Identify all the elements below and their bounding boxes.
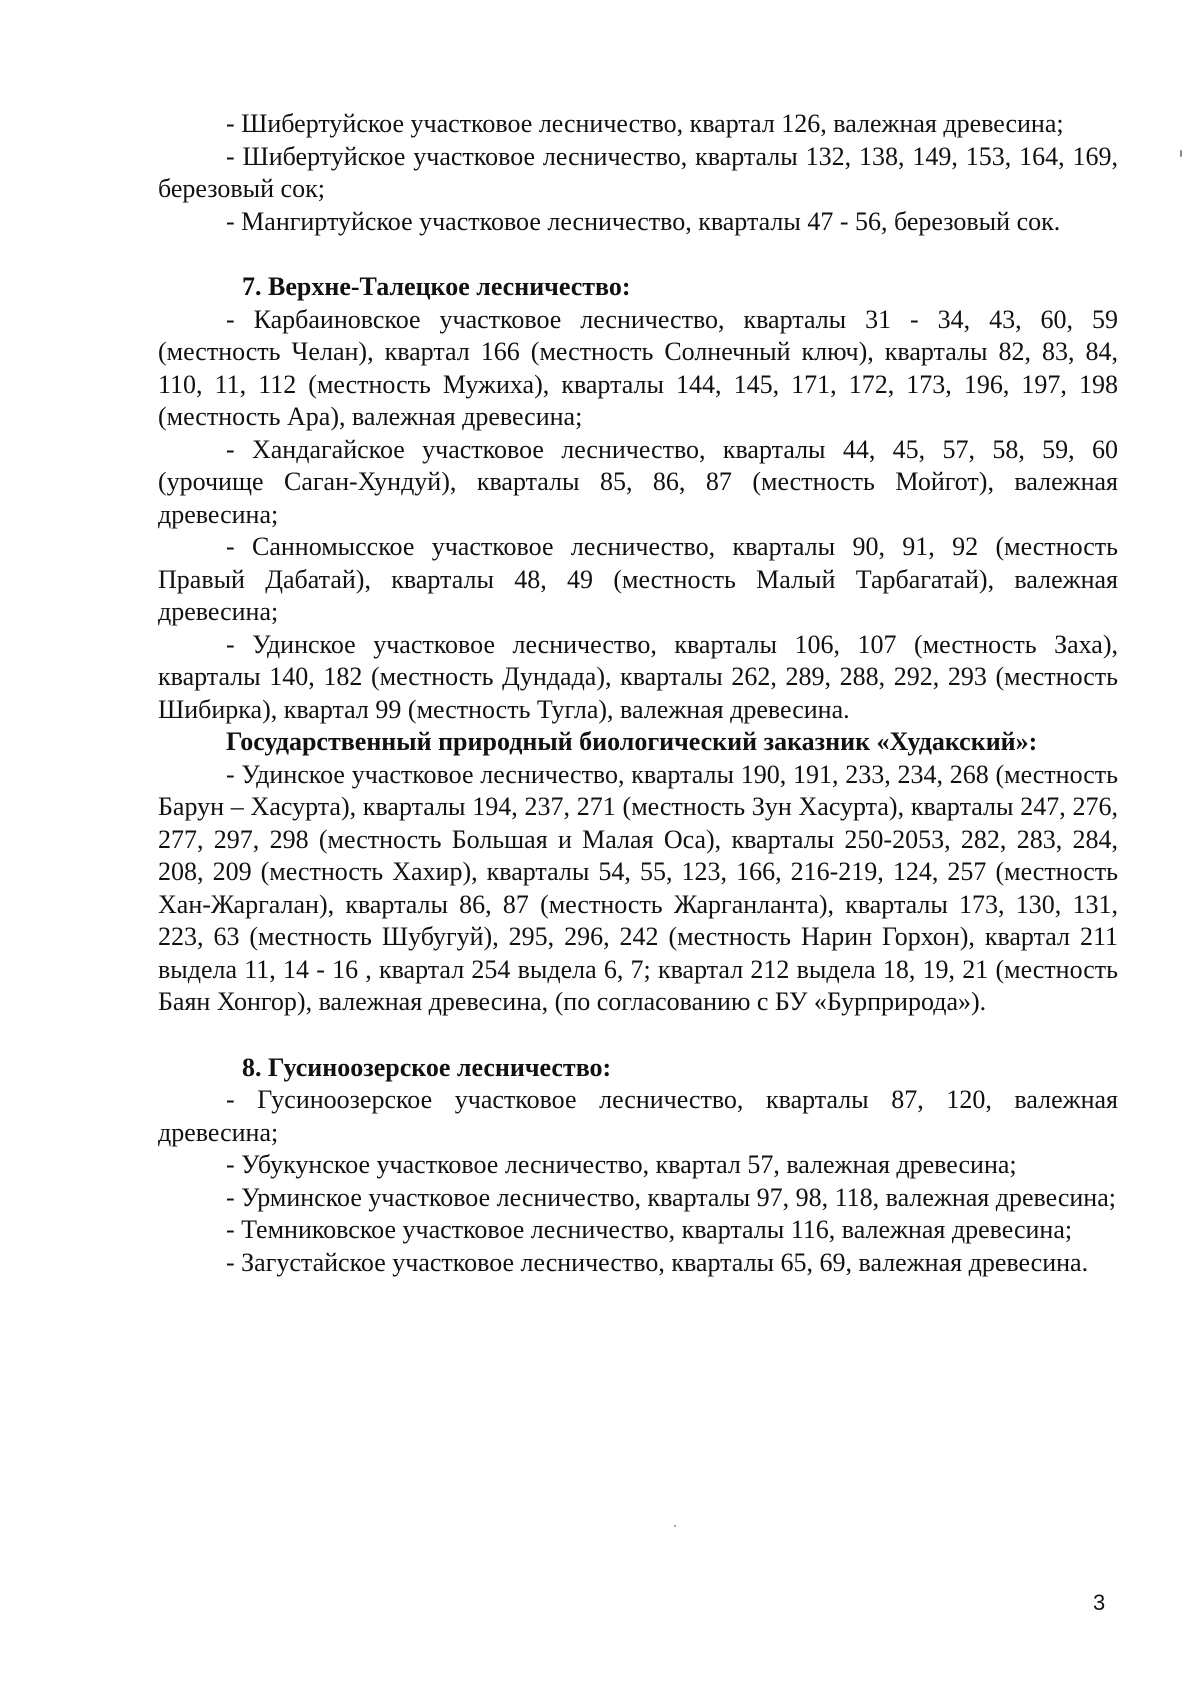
paragraph-sannomysskoe: - Санномысское участковое лесничество, кварталы 90, 91, 92 (местность Правый Дабатай), кварталы 48, 49 (местность Малый Тарбагатай), валежная древесина; bbox=[158, 532, 1118, 626]
section-heading-7: 7. Верхне-Талецкое лесничество: bbox=[242, 272, 631, 301]
paragraph-gusinoozerskoe: - Гусиноозерское участковое лесничество, кварталы 87, 120, валежная древесина; bbox=[158, 1085, 1118, 1147]
paragraph-shibertuy-126: - Шибертуйское участковое лесничество, квартал 126, валежная древесина; bbox=[226, 109, 1064, 138]
section-heading-8: 8. Гусиноозерское лесничество: bbox=[242, 1052, 612, 1082]
paragraph-udinskoe: - Удинское участковое лесничество, кварталы 106, 107 (местность Заха), кварталы 140, 182 (местность Дундада), кварталы 262, 289, 288, 292, 293 (местность Шибирка), квартал 99 (местность Тугла), валежная древесина. bbox=[158, 629, 1118, 724]
paragraph-temnikovskoe: - Темниковское участковое лесничество, кварталы 116, валежная древесина; bbox=[226, 1215, 1073, 1244]
scan-speck bbox=[674, 1525, 676, 1527]
paragraph-udinskoe-reserve: - Удинское участковое лесничество, кварталы 190, 191, 233, 234, 268 (местность Барун – Хасурта), кварталы 194, 237, 271 (местность Зун Хасурта), кварталы 247, 276, 277, 297, 298 (местность Большая и Малая Оса), кварталы 250-2053, 282, 283, 284, 208, 209 (местность Хахир), кварталы 54, 55, 123, 166, 216-219, 124, 257 (местность Хан-Жаргалан), кварталы 86, 87 (местность Жарганланта), кварталы 173, 130, 131, 223, 63 (местность Шубугуй), 295, 296, 242 (местность Нарин Горхон), квартал 211 выдела 11, 14 - 16 , квартал 254 выдела 6, 7; квартал 212 выдела 18, 19, 21 (местность Баян Хонгор), валежная древесина, (по согласованию с БУ «Бурприрода»). bbox=[158, 759, 1118, 1016]
scan-speck bbox=[1180, 150, 1182, 157]
page-number: 3 bbox=[1093, 1590, 1106, 1615]
document-body bbox=[158, 108, 1118, 1279]
paragraph-ubukunskoe: - Убукунское участковое лесничество, квартал 57, валежная древесина; bbox=[226, 1150, 1017, 1179]
paragraph-mangirtuy: - Мангиртуйское участковое лесничество, кварталы 47 - 56, березовый сок. bbox=[226, 206, 1061, 236]
paragraph-shibertuy-132: - Шибертуйское участковое лесничество, кварталы 132, 138, 149, 153, 164, 169, березовый сок; bbox=[158, 141, 1118, 203]
reserve-subheading: Государственный природный биологический заказник «Худакский»: bbox=[226, 727, 1038, 756]
paragraph-karbainovskoe: - Карбаиновское участковое лесничество, кварталы 31 - 34, 43, 60, 59 (местность Челан), квартал 166 (местность Солнечный ключ), кварталы 82, 83, 84, 110, 11, 112 (местность Мужиха), кварталы 144, 145, 171, 172, 173, 196, 197, 198 (местность Ара), валежная древесина; bbox=[158, 304, 1118, 431]
paragraph-zagustayskoe: - Загустайское участковое лесничество, кварталы 65, 69, валежная древесина. bbox=[226, 1247, 1089, 1277]
paragraph-urminskoe: - Урминское участковое лесничество, кварталы 97, 98, 118, валежная древесина; bbox=[226, 1182, 1116, 1212]
paragraph-khandagayskoe: - Хандагайское участковое лесничество, кварталы 44, 45, 57, 58, 59, 60 (урочище Саган-Хундуй), кварталы 85, 86, 87 (местность Мойгот), валежная древесина; bbox=[158, 434, 1118, 529]
